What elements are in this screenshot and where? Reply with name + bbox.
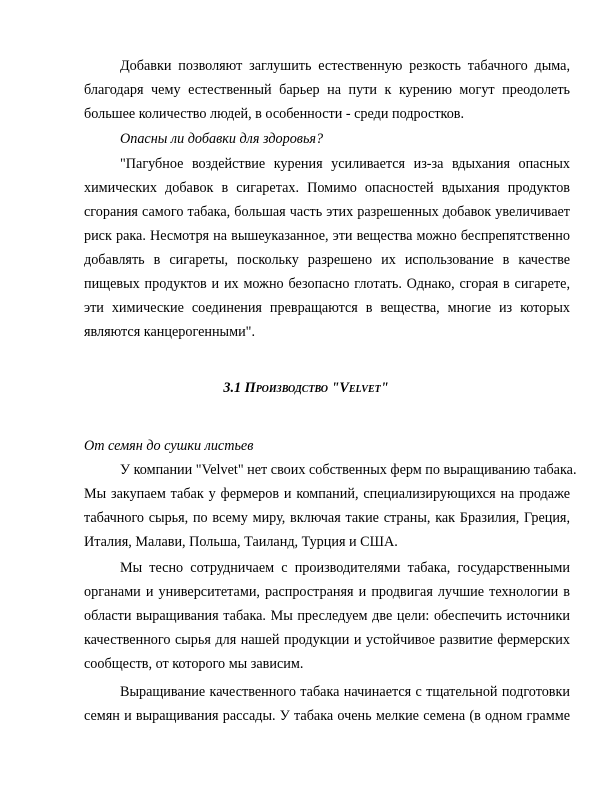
quote-line-8: являются канцерогенными". — [84, 324, 255, 340]
quote-line-7: эти химические соединения превращаются в вещества, многие из которых — [84, 300, 570, 316]
quote-line-3: сгорания самого табака, большая часть этих разрешенных добавок увеличивает — [84, 204, 570, 220]
para1-line-3: большее количество людей, в особенности - среди подростков. — [84, 106, 465, 122]
para3-line-4: качественного сырья для нашей продукции и устойчивое развитие фермерских — [84, 632, 570, 648]
para3-line-1: Мы тесно сотрудничаем с производителями табака, государственными — [120, 560, 570, 576]
para2-line-1: У компании "Velvet" нет своих собственных ферм по выращиванию табака. — [120, 462, 577, 478]
section-heading: 3.1 Производство "Velvet" — [223, 380, 389, 396]
para1-line-1: Добавки позволяют заглушить естественную резкость табачного дыма, — [120, 58, 570, 74]
para4-line-2: семян и выращивания рассады. У табака очень мелкие семена (в одном грамме — [84, 708, 570, 724]
quote-line-1: "Пагубное воздействие курения усиливается из-за вдыхания опасных — [120, 156, 570, 172]
quote-line-2: химических добавок в сигаретах. Помимо опасностей вдыхания продуктов — [84, 180, 570, 196]
quote-line-5: добавлять в сигареты, поскольку разрешено их использование в качестве — [84, 252, 570, 268]
para3-line-5: сообществ, от которого мы зависим. — [84, 656, 304, 672]
para1-line-2: благодаря чему естественный барьер на пути к курению могут преодолеть — [84, 82, 570, 98]
subheading-seeds-to-drying: От семян до сушки листьев — [84, 438, 254, 454]
para3-line-2: органами и университетами, распространяя и продвигая лучшие технологии в — [84, 584, 570, 600]
para3-line-3: области выращивания табака. Мы преследуем две цели: обеспечить источники — [84, 608, 570, 624]
subheading-additives-health: Опасны ли добавки для здоровья? — [120, 131, 324, 147]
para4-line-1: Выращивание качественного табака начинается с тщательной подготовки — [120, 684, 570, 700]
para2-line-3: табачного сырья, по всему миру, включая такие страны, как Бразилия, Греция, — [84, 510, 570, 526]
para2-line-2: Мы закупаем табак у фермеров и компаний, специализирующихся на продаже — [84, 486, 570, 502]
para2-line-4: Италия, Малави, Польша, Таиланд, Турция и США. — [84, 534, 398, 550]
quote-line-4: риск рака. Несмотря на вышеуказанное, эти вещества можно беспрепятственно — [84, 228, 570, 244]
quote-line-6: пищевых продуктов и их можно безопасно глотать. Однако, сгорая в сигарете, — [84, 276, 570, 292]
